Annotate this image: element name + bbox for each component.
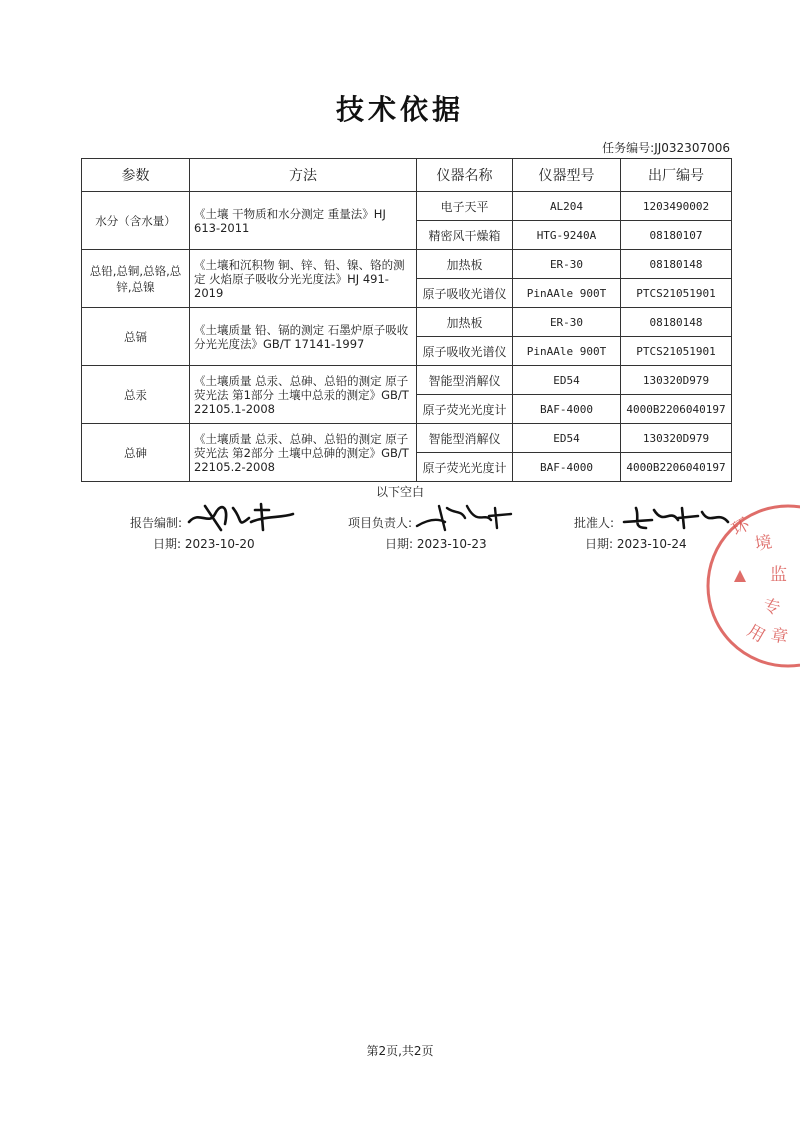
serial-number-cell: PTCS21051901: [621, 279, 732, 308]
project-lead-date: 日期: 2023-10-23: [385, 537, 487, 551]
serial-number-cell: 130320D979: [621, 366, 732, 395]
svg-text:监: 监: [770, 565, 787, 585]
technical-basis-table: [81, 158, 732, 482]
page-number-footer: 第2页,共2页: [366, 1044, 434, 1058]
instrument-name-cell: 原子吸收光谱仪: [417, 337, 513, 366]
instrument-model-cell: ER-30: [513, 250, 621, 279]
page-title: 技术依据: [335, 93, 464, 126]
approver-label: 批准人:: [574, 516, 615, 530]
method-cell: 《土壤 干物质和水分测定 重量法》HJ 613-2011: [190, 192, 417, 250]
param-cell: 总镉: [82, 308, 190, 366]
header-method: 方法: [190, 159, 417, 192]
project-lead-label: 项目负责人:: [348, 516, 413, 530]
instrument-name-cell: 原子荧光光度计: [417, 395, 513, 424]
serial-number-cell: 08180107: [621, 221, 732, 250]
instrument-name-cell: 原子吸收光谱仪: [417, 279, 513, 308]
instrument-model-cell: AL204: [513, 192, 621, 221]
instrument-model-cell: PinAAle 900T: [513, 279, 621, 308]
instrument-name-cell: 智能型消解仪: [417, 366, 513, 395]
serial-number-cell: PTCS21051901: [621, 337, 732, 366]
serial-number-cell: 08180148: [621, 250, 732, 279]
instrument-name-cell: 精密风干燥箱: [417, 221, 513, 250]
serial-number-cell: 130320D979: [621, 424, 732, 453]
svg-text:境: 境: [753, 532, 774, 555]
instrument-model-cell: ED54: [513, 366, 621, 395]
header-instrument-name: 仪器名称: [417, 159, 513, 192]
param-cell: 总砷: [82, 424, 190, 482]
instrument-name-cell: 电子天平: [417, 192, 513, 221]
task-number: 任务编号:JJ032307006: [602, 141, 730, 155]
table-row: [82, 192, 732, 221]
instrument-model-cell: BAF-4000: [513, 453, 621, 482]
param-cell: 总汞: [82, 366, 190, 424]
instrument-model-cell: ER-30: [513, 308, 621, 337]
method-cell: 《土壤质量 总汞、总砷、总铅的测定 原子荧光法 第2部分 土壤中总砷的测定》GB/T 22105.2-2008: [190, 424, 417, 482]
blank-below-note: 以下空白: [375, 485, 424, 499]
prepared-by-signature: [185, 500, 300, 534]
instrument-model-cell: HTG-9240A: [513, 221, 621, 250]
instrument-name-cell: 加热板: [417, 308, 513, 337]
svg-text:用: 用: [743, 621, 769, 647]
instrument-model-cell: PinAAle 900T: [513, 337, 621, 366]
header-param: 参数: [82, 159, 190, 192]
serial-number-cell: 4000B2206040197: [621, 453, 732, 482]
method-cell: 《土壤质量 铅、镉的测定 石墨炉原子吸收分光光度法》GB/T 17141-1997: [190, 308, 417, 366]
instrument-name-cell: 原子荧光光度计: [417, 453, 513, 482]
approver-date: 日期: 2023-10-24: [585, 537, 687, 551]
svg-text:章: 章: [769, 625, 790, 648]
method-cell: 《土壤质量 总汞、总砷、总铅的测定 原子荧光法 第1部分 土壤中总汞的测定》GB/T 22105.1-2008: [190, 366, 417, 424]
instrument-model-cell: ED54: [513, 424, 621, 453]
table-row: [82, 308, 732, 337]
instrument-model-cell: BAF-4000: [513, 395, 621, 424]
param-cell: 水分（含水量）: [82, 192, 190, 250]
table-row: [82, 250, 732, 279]
table-row: [82, 424, 732, 453]
instrument-name-cell: 加热板: [417, 250, 513, 279]
svg-text:专: 专: [760, 595, 783, 620]
serial-number-cell: 4000B2206040197: [621, 395, 732, 424]
table-row: [82, 366, 732, 395]
instrument-name-cell: 智能型消解仪: [417, 424, 513, 453]
header-instrument-model: 仪器型号: [513, 159, 621, 192]
method-cell: 《土壤和沉积物 铜、锌、铅、镍、铬的测定 火焰原子吸收分光光度法》HJ 491-2019: [190, 250, 417, 308]
param-cell: 总铅,总铜,总铬,总锌,总镍: [82, 250, 190, 308]
serial-number-cell: 1203490002: [621, 192, 732, 221]
prepared-date: 日期: 2023-10-20: [153, 537, 255, 551]
header-serial-number: 出厂编号: [621, 159, 732, 192]
official-stamp: [700, 500, 800, 670]
table-header-row: [82, 159, 732, 192]
prepared-by-label: 报告编制:: [130, 516, 183, 530]
svg-text:环: 环: [728, 514, 754, 541]
project-lead-signature: [415, 500, 515, 534]
serial-number-cell: 08180148: [621, 308, 732, 337]
